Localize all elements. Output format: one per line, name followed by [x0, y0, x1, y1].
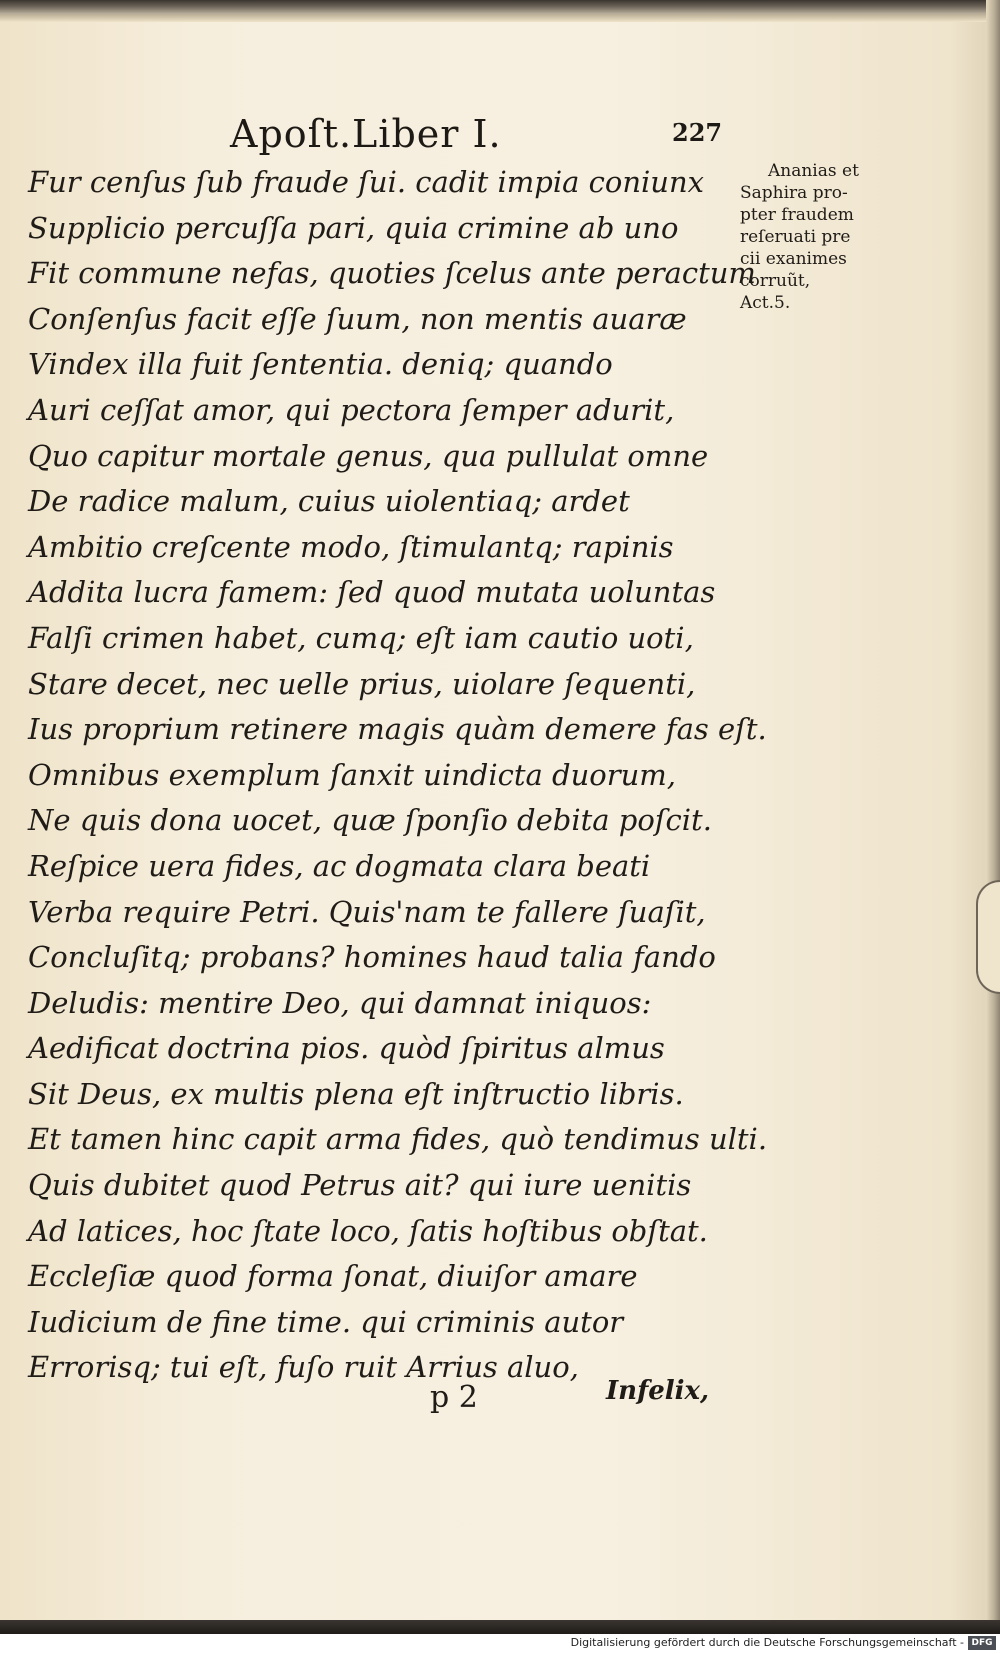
marginal-line: Saphira pro-: [740, 183, 848, 203]
footer-credit: Digitalisierung gefördert durch die Deutsche Forschungsgemeinschaft -: [570, 1636, 964, 1649]
verse-line: Sit Deus, ex multis plena eſt inſtructio libris.: [28, 1076, 684, 1111]
verse-line: Falſi crimen habet, cumq; eſt iam cautio uoti,: [28, 620, 694, 655]
marginal-line: reſeruati pre: [740, 227, 851, 247]
verse-line: Quis dubitet quod Petrus ait? qui iure uenitis: [28, 1168, 692, 1203]
verse-line: Quo capitur mortale genus, qua pullulat omne: [28, 438, 709, 473]
digitization-footer: [0, 1634, 1000, 1654]
page-tab-notch: [976, 880, 1000, 994]
running-head: Apoſt.Liber I.: [230, 112, 502, 156]
verse-line: Vindex illa fuit ſententia. deniq; quando: [28, 347, 613, 382]
page-number: 227: [672, 118, 723, 147]
verse-line: Ius proprium retinere magis quàm demere fas eſt.: [28, 712, 767, 747]
verse-line: Conſenſus facit eſſe ſuum, non mentis auaræ: [28, 301, 687, 336]
verse-line: De radice malum, cuius uiolentiaq; ardet: [28, 484, 630, 519]
verse-line: Supplicio percuſſa pari, quia crimine ab uno: [28, 210, 679, 245]
verse-line: Auri ceſſat amor, qui pectora ſemper adurit,: [28, 392, 675, 427]
verse-line: Et tamen hinc capit arma fides, quò tendimus ulti.: [28, 1122, 768, 1157]
page-right-edge: [986, 0, 1000, 1620]
marginal-note: [740, 160, 900, 314]
verse-line: Aedificat doctrina pios. quòd ſpiritus almus: [28, 1031, 665, 1066]
page-top-shadow: [0, 14, 1000, 22]
verse-line: Errorisq; tui eſt, fuſo ruit Arrius aluo,: [28, 1350, 579, 1385]
verse-line: Verba require Petri. Quis'nam te fallere ſuaſit,: [28, 894, 706, 929]
marginal-line: Ananias et: [768, 161, 859, 181]
verse-line: Reſpice uera fides, ac dogmata clara beati: [28, 848, 651, 883]
verse-line: Ad latices, hoc ſtate loco, ſatis hoſtibus obſtat.: [28, 1213, 708, 1248]
verse-line: Addita lucra famem: ſed quod mutata uoluntas: [28, 575, 716, 610]
marginal-line: cii exanimes: [740, 249, 847, 269]
dfg-logo: DFG: [968, 1636, 996, 1650]
verse-line: Ambitio creſcente modo, ſtimulantq; rapinis: [28, 529, 674, 564]
marginal-line: corruũt,: [740, 271, 811, 291]
marginal-line: Act.5.: [740, 293, 791, 313]
verse-line: Fit commune nefas, quoties ſcelus ante peractum: [28, 256, 756, 291]
catchword: Infelix,: [606, 1376, 710, 1406]
verse-line: Omnibus exemplum ſanxit uindicta duorum,: [28, 757, 677, 792]
verse-line: Stare decet, nec uelle prius, uiolare ſequenti,: [28, 666, 696, 701]
scan-bottom-edge: [0, 1620, 1000, 1634]
verse-line: Ne quis dona uocet, quæ ſponſio debita poſcit.: [28, 803, 712, 838]
marginal-line: pter fraudem: [740, 205, 854, 225]
verse-line: Deludis: mentire Deo, qui damnat iniquos:: [28, 985, 652, 1020]
verse-line: Concluſitq; probans? homines haud talia fando: [28, 940, 716, 975]
verse-line: Eccleſiæ quod forma ſonat, diuiſor amare: [28, 1259, 638, 1294]
signature-mark: p 2: [430, 1380, 478, 1415]
verse-line: Fur cenſus ſub fraude ſui. cadit impia coniunx: [28, 165, 705, 199]
verse-line: Iudicium de fine time. qui criminis autor: [28, 1304, 624, 1339]
